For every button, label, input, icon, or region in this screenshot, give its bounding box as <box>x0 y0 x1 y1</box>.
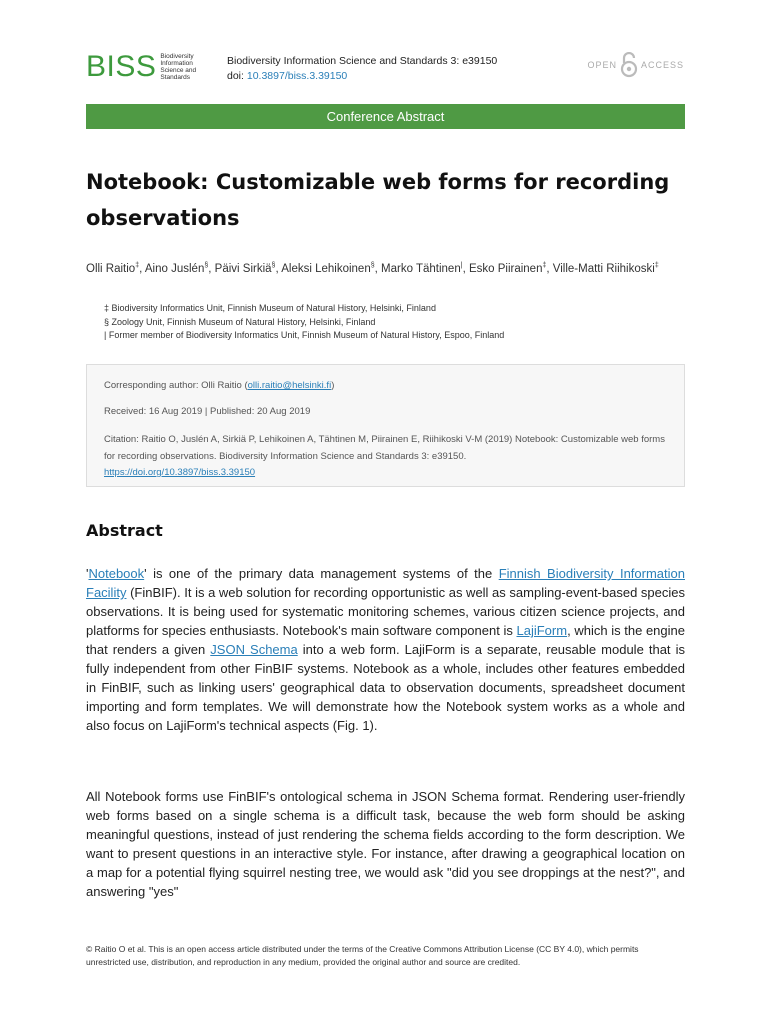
affiliation-mark: ‡ <box>135 262 140 269</box>
license-footer: © Raitio O et al. This is an open access article distributed under the terms of the Creative Commons Attribution License (CC BY 4.0), which permits unrestricted use, distribution, and reproduction in any medium, provided the original author and source are credited. <box>86 944 639 967</box>
author-list: Olli Raitio‡, Aino Juslén§, Päivi Sirkiä§, Aleksi Lehikoinen§, Marko Tähtinen|, Esko Piirainen‡, Ville-Matti Riihikoski‡ <box>86 262 659 275</box>
finbif-link[interactable]: Finnish Biodiversity Information Facility <box>86 566 685 600</box>
logo-wordmark: BISS <box>86 50 157 83</box>
open-lock-icon <box>619 52 639 78</box>
author-name[interactable]: Aino Juslén <box>144 262 205 275</box>
citation-text: Citation: Raitio O, Juslén A, Sirkiä P, Lehikoinen A, Tähtinen M, Piirainen E, Riihikoski V-M (2019) Notebook: Customizable web forms for recording observations. Biodiversity Information Science and Standards 3: e39150. <box>104 434 665 462</box>
author-name[interactable]: Päivi Sirkiä <box>214 262 272 275</box>
affiliation-mark: ‡ <box>542 262 547 269</box>
journal-line: Biodiversity Information Science and Standards 3: e39150 <box>227 55 498 67</box>
corr-email-link[interactable]: olli.raitio@helsinki.fi <box>247 380 332 391</box>
biss-logo[interactable] <box>86 52 196 82</box>
dates-line: Received: 16 Aug 2019 | Published: 20 Aug 2019 <box>104 406 311 417</box>
affiliation-mark: | <box>460 262 463 269</box>
paragraph-text: into a web form. LajiForm is a separate, reusable module that is fully independent from other FinBIF systems. Notebook as a whole, includes other features embedded in FinBIF, such as linking users' geographical data to observation documents, spreadsheet document importing and form templates. We will demonstrate how the Notebook system works as a whole and also focus on LajiForm's technical aspects (Fig. 1). <box>86 642 685 733</box>
doi-link[interactable]: 10.3897/biss.3.39150 <box>246 70 348 82</box>
lajiform-link[interactable]: LajiForm <box>516 623 568 638</box>
oa-access-text: ACCESS <box>640 60 684 70</box>
affiliation-mark: ‡ <box>654 262 659 269</box>
corr-close: ) <box>331 380 335 391</box>
affiliation-item: ‡ Biodiversity Informatics Unit, Finnish Museum of Natural History, Helsinki, Finland <box>104 303 436 313</box>
logo-sub-line: Standards <box>160 74 191 81</box>
correspondence-box <box>86 364 685 487</box>
author-name[interactable]: Olli Raitio <box>86 262 136 275</box>
affiliation-mark: § <box>204 262 209 269</box>
affiliation-item: § Zoology Unit, Finnish Museum of Natural History, Helsinki, Finland <box>104 316 376 327</box>
abstract-paragraph-1 <box>86 564 685 735</box>
citation-doi-link[interactable]: https://doi.org/10.3897/biss.3.39150 <box>104 467 256 478</box>
author-name[interactable]: Marko Tähtinen <box>381 262 461 275</box>
abstract-heading: Abstract <box>86 521 163 540</box>
author-name[interactable]: Esko Piirainen <box>468 262 543 275</box>
paragraph-text: , which is the engine that renders a given <box>86 623 685 657</box>
article-title: Notebook: Customizable web forms for recording observations <box>86 170 670 230</box>
article-type-banner: Conference Abstract <box>86 104 685 129</box>
oa-open-text: OPEN <box>587 60 617 70</box>
doi-label: doi: <box>227 70 244 82</box>
notebook-link[interactable]: Notebook <box>88 566 145 581</box>
abstract-paragraph-2: All Notebook forms use FinBIF's ontological schema in JSON Schema format. Rendering user-friendly web forms based on a single schema is a difficult task, because the web form should be asking meaningful questions, instead of just rendering the schema fields according to the form description. We want to present questions in an interactive style. For instance, after drawing a geographical location on a map for a potential flying squirrel nesting tree, we would ask "did you see droppings at the nest?", and answering "yes" <box>86 789 685 899</box>
open-access-badge <box>587 52 684 78</box>
page-header <box>86 50 684 90</box>
author-name[interactable]: Ville-Matti Riihikoski <box>552 262 655 275</box>
json-schema-link[interactable]: JSON Schema <box>210 642 298 657</box>
logo-sub-line: Information <box>160 60 193 67</box>
affiliation-mark: § <box>271 262 276 269</box>
logo-sub-line: Biodiversity <box>160 53 194 60</box>
logo-subtitle <box>160 53 196 81</box>
quote-mark: ' <box>86 566 89 581</box>
journal-info <box>227 54 497 84</box>
corr-label: Corresponding author: Olli Raitio ( <box>104 380 248 391</box>
corresponding-author <box>104 379 667 393</box>
paragraph-text: (FinBIF). It is a web solution for recording opportunistic as well as sampling-event-based species observations. It is being used for systematic monitoring schemes, various citizen science projects, and platforms for species enthusiasts. Notebook's main software component is <box>86 585 685 638</box>
author-name[interactable]: Aleksi Lehikoinen <box>281 262 371 275</box>
affiliation-item: | Former member of Biodiversity Informatics Unit, Finnish Museum of Natural History, Espoo, Finland <box>104 330 505 340</box>
affiliation-mark: § <box>370 262 375 269</box>
logo-sub-line: Science and <box>160 67 197 74</box>
paragraph-text: ' is one of the primary data management systems of the <box>144 566 499 581</box>
affiliation-list <box>104 302 684 343</box>
